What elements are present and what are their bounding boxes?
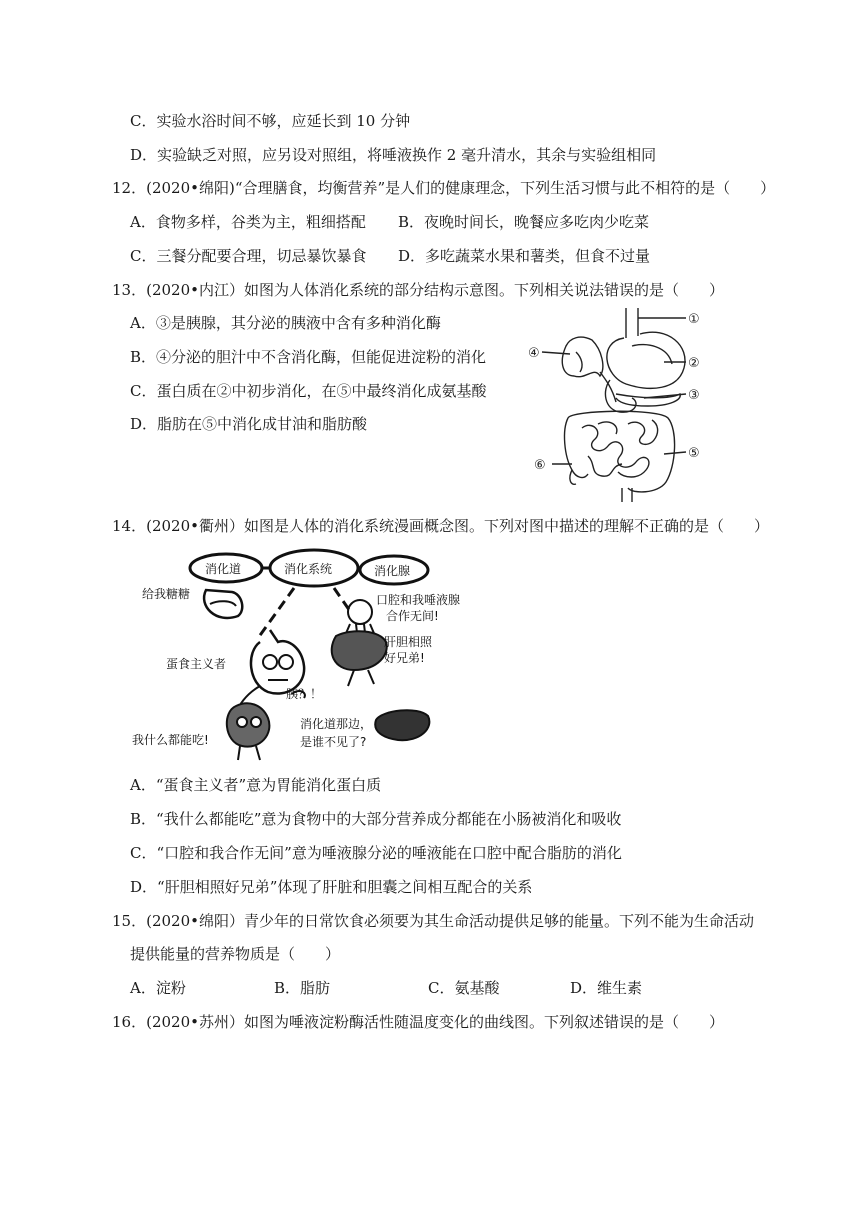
q14-stem: 14．(2020•衢州）如图是人体的消化系统漫画概念图。下列对图中描述的理解不正确的是（ ） xyxy=(112,517,769,535)
q13-option-d: D．脂肪在⑤中消化成甘油和脂肪酸 xyxy=(130,415,368,433)
label-4: ④ xyxy=(528,346,540,361)
label-1: ① xyxy=(688,312,700,327)
bubble-gland: 消化腺 xyxy=(374,564,411,578)
q12-option-a: A．食物多样，谷类为主，粗细搭配 xyxy=(130,213,366,231)
digestive-system-diagram xyxy=(528,306,718,504)
q15-stem-line-1: 15．(2020•绵阳）青少年的日常饮食必须要为其生命活动提供足够的能量。下列不能为生命活动 xyxy=(112,912,754,930)
q15-option-c: C．氨基酸 xyxy=(428,979,500,997)
q11-option-c: C．实验水浴时间不够，应延长到 10 分钟 xyxy=(130,112,411,130)
q13-stem: 13．(2020•内江）如图为人体消化系统的部分结构示意图。下列相关说法错误的是（ ） xyxy=(112,281,724,299)
digestive-cartoon-concept-map xyxy=(128,546,461,762)
caption-missing-1: 消化道那边， xyxy=(300,717,373,731)
q12-option-d: D．多吃蔬菜水果和薯类，但食不过量 xyxy=(398,247,651,265)
caption-liver-2: 好兄弟! xyxy=(384,651,425,665)
q12-stem: 12．(2020•绵阳)“合理膳食，均衡营养”是人们的健康理念，下列生活习惯与此不相符的是（ ） xyxy=(112,179,776,197)
caption-salivary-1: 口腔和我唾液腺 xyxy=(376,593,461,607)
caption-candy: 给我糖糖 xyxy=(142,587,191,601)
caption-missing-2: 是谁不见了? xyxy=(300,735,367,749)
q15-stem-line-2: 提供能量的营养物质是（ ） xyxy=(130,945,341,963)
q15-option-d: D．维生素 xyxy=(570,979,643,997)
bubble-tract: 消化道 xyxy=(205,562,242,576)
q12-option-b: B．夜晚时间长，晚餐应多吃肉少吃菜 xyxy=(398,213,650,231)
q14-option-d: D．“肝胆相照好兄弟”体现了肝脏和胆囊之间相互配合的关系 xyxy=(130,878,533,896)
caption-pancreas: 胰？！ xyxy=(286,687,323,701)
q14-option-c: C．“口腔和我合作无间”意为唾液腺分泌的唾液能在口腔中配合脂肪的消化 xyxy=(130,844,622,862)
label-2: ② xyxy=(688,356,700,371)
q15-option-a: A．淀粉 xyxy=(130,979,186,997)
q12-option-c: C．三餐分配要合理，切忌暴饮暴食 xyxy=(130,247,367,265)
q15-option-b: B．脂肪 xyxy=(274,979,331,997)
q14-option-b: B．“我什么都能吃”意为食物中的大部分营养成分都能在小肠被消化和吸收 xyxy=(130,810,622,828)
q13-option-a: A．③是胰腺，其分泌的胰液中含有多种消化酶 xyxy=(130,314,441,332)
caption-protein: 蛋食主义者 xyxy=(166,657,227,671)
bubble-system: 消化系统 xyxy=(284,562,333,576)
q13-option-b: B．④分泌的胆汁中不含消化酶，但能促进淀粉的消化 xyxy=(130,348,487,366)
caption-eat-all: 我什么都能吃! xyxy=(132,733,209,747)
caption-salivary-2: 合作无间! xyxy=(386,609,439,623)
label-3: ③ xyxy=(688,388,700,403)
label-5: ⑤ xyxy=(688,446,700,461)
label-6: ⑥ xyxy=(534,458,546,473)
q13-option-c: C．蛋白质在②中初步消化，在⑤中最终消化成氨基酸 xyxy=(130,382,487,400)
caption-liver-1: 肝胆相照 xyxy=(384,635,433,649)
q14-option-a: A．“蛋食主义者”意为胃能消化蛋白质 xyxy=(130,776,382,794)
q16-stem: 16．(2020•苏州）如图为唾液淀粉酶活性随温度变化的曲线图。下列叙述错误的是（ ） xyxy=(112,1013,724,1031)
q11-option-d: D．实验缺乏对照，应另设对照组，将唾液换作 2 毫升清水，其余与实验组相同 xyxy=(130,146,657,164)
